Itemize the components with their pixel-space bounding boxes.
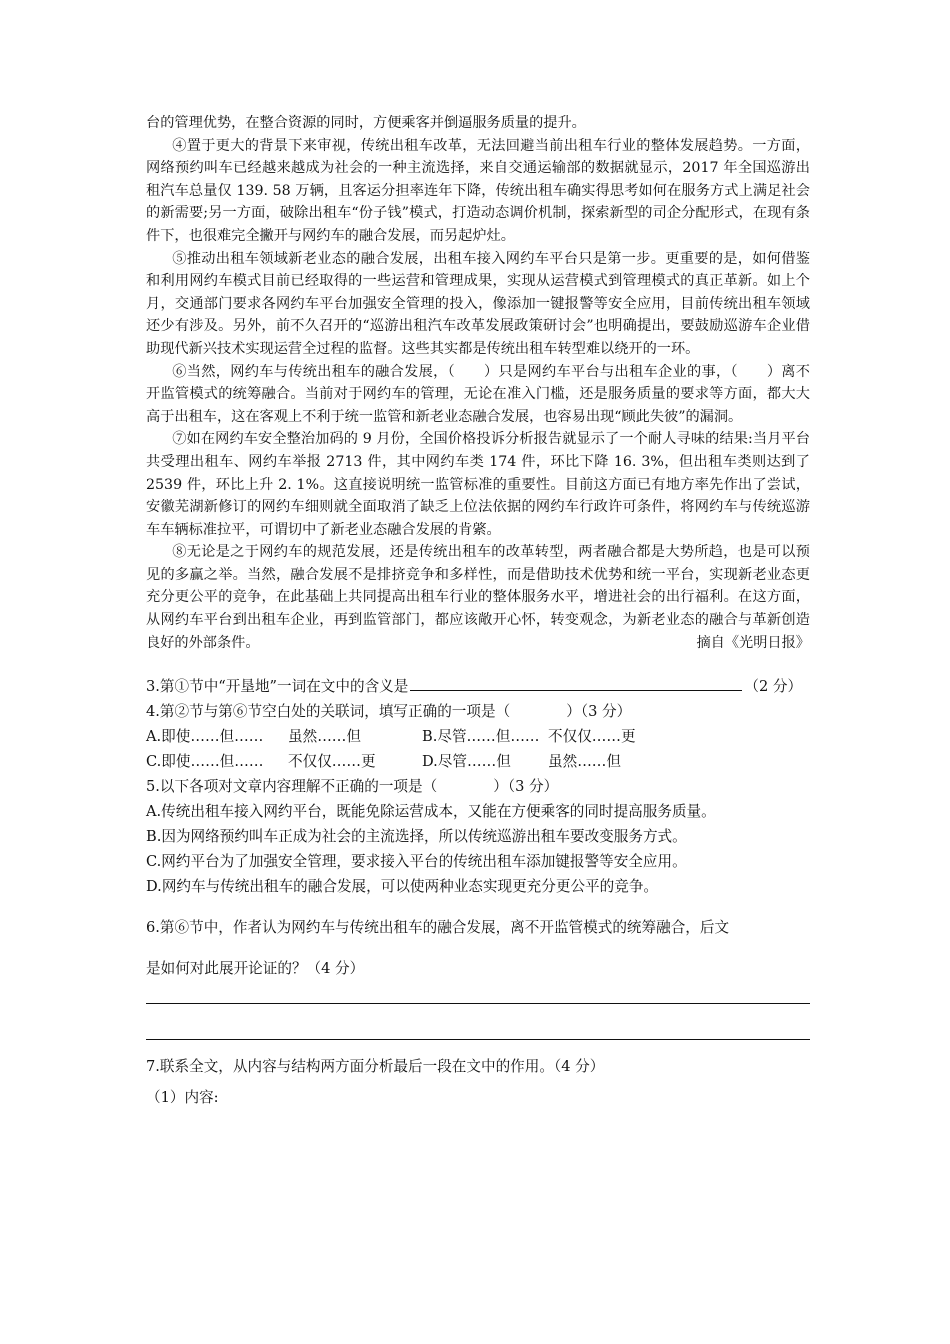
question-5-option-c[interactable]: C.网约平台为了加强安全管理，要求接入平台的传统出租车添加键报警等安全应用。 [146, 853, 687, 871]
question-6-line-1: 6.第⑥节中，作者认为网约车与传统出租车的融合发展，离不开监管模式的统筹融合，后文 [146, 919, 730, 937]
option-d[interactable]: D.尽管……但 [422, 753, 511, 771]
option-d-second: 虽然……但 [548, 753, 621, 771]
article-source: 摘自《光明日报》 [696, 634, 810, 651]
option-c-second: 不仅仅……更 [288, 753, 376, 771]
option-c[interactable]: C.即使……但…… [146, 753, 264, 771]
question-4-text: 4.第②节与第⑥节空白处的关联词，填写正确的一项是（ [146, 703, 511, 721]
question-4-options-row-2 [146, 749, 810, 774]
exam-page [146, 112, 810, 1110]
question-4 [146, 699, 810, 724]
question-4-score: ）（3 分） [566, 703, 632, 721]
article-paragraph-4: ④置于更大的背景下来审视，传统出租车改革，无法回避当前出租车行业的整体发展趋势。一方面，网络预约叫车已经越来越成为社会的一种主流选择，来自交通运输部的数据就显示，2017 年全国巡游出租汽车总量仅 139. 58 万辆，且客运分担率连年下降，传统出租车确实得思考如何在服务方式上满足社会的新需要;另一方面，破除出租车“份子钱”模式，打造动态调价机制，探索新型的司企分配形式，在现有条件下，也很难完全撇开与网约车的融合发展，而另起炉灶。 [146, 137, 810, 244]
question-6-line-2: 是如何对此展开论证的？（4 分） [146, 960, 365, 978]
question-4-options-row-1 [146, 724, 810, 749]
question-3-answer-blank[interactable] [410, 674, 742, 691]
question-5-option-b[interactable]: B.因为网络预约叫车正成为社会的主流选择，所以传统巡游出租车要改变服务方式。 [146, 828, 687, 846]
question-3-score: （2 分） [744, 678, 803, 696]
question-7: 7.联系全文，从内容与结构两方面分析最后一段在文中的作用。（4 分） [146, 1058, 605, 1076]
question-5-score: ）（3 分） [493, 778, 559, 796]
article-paragraph-6: ⑥当然，网约车与传统出租车的融合发展，（ ）只是网约车平台与出租车企业的事，（ ）离不开监管模式的统筹融合。当前对于网约车的管理，无论在准入门槛，还是服务质量的要求等方面，都大大高于出租车，这在客观上不利于统一监管和新老业态融合发展，也容易出现“顾此失彼”的漏洞。 [146, 363, 810, 425]
question-5 [146, 774, 810, 799]
option-a[interactable]: A.即使……但…… [146, 728, 264, 746]
question-5-option-d[interactable]: D.网约车与传统出租车的融合发展，可以使两种业态实现更充分更公平的竞争。 [146, 878, 659, 896]
option-a-second: 虽然……但 [288, 728, 361, 746]
question-5-option-a[interactable]: A.传统出租车接入网约平台，既能免除运营成本，又能在方便乘客的同时提高服务质量。 [146, 803, 716, 821]
article-paragraph-5: ⑤推动出租车领域新老业态的融合发展，出租车接入网约车平台只是第一步。更重要的是，如何借鉴和利用网约车模式目前已经取得的一些运营和管理成果，实现从运营模式到管理模式的真正革新。如上个月，交通部门要求各网约车平台加强安全管理的投入，像添加一键报警等安全应用，目前传统出租车领域还少有涉及。另外，前不久召开的“巡游出租汽车改革发展政策研讨会”也明确提出，要鼓励巡游车企业借助现代新兴技术实现运营全过程的监督。这些其实都是传统出租车转型难以绕开的一环。 [146, 250, 810, 357]
question-7-part-1: （1）内容: [146, 1089, 219, 1107]
article-paragraph-7: ⑦如在网约车安全整治加码的 9 月份，全国价格投诉分析报告就显示了一个耐人寻味的结果:当月平台共受理出租车、网约车举报 2713 件，其中网约车类 174 件，环比下降 16. 3%，但出租车类则达到了 2539 件，环比上升 2. 1%。这直接说明统一监管标准的重要性。目前这方面已有地方率先作出了尝试，安徽芜湖新修订的网约车细则就全面取消了缺乏上位法依据的网约车行政许可条件，将网约车与传统巡游车车辆标准拉平，可谓切中了新老业态融合发展的肯綮。 [146, 431, 810, 538]
option-b-second: 不仅仅……更 [548, 728, 636, 746]
question-3 [146, 674, 810, 699]
option-b[interactable]: B.尽管……但…… [422, 728, 540, 746]
question-3-text: 3.第①节中“开垦地”一词在文中的含义是 [146, 678, 409, 696]
question-5-text: 5.以下各项对文章内容理解不正确的一项是（ [146, 778, 438, 796]
article-paragraph-8 [146, 541, 810, 654]
article-paragraph-3-continued: 台的管理优势，在整合资源的同时，方便乘客并倒逼服务质量的提升。 [146, 115, 586, 131]
paragraph-8-text: ⑧无论是之于网约车的规范发展，还是传统出租车的改革转型，两者融合都是大势所趋，也是可以预见的多赢之举。当然，融合发展不是排挤竞争和多样性，而是借助技术优势和统一平台，实现新老业态更充分更公平的竞争，在此基础上共同提高出租车行业的整体服务水平，增进社会的出行福利。在这方面，从网约车平台到出租车企业，再到监管部门，都应该敞开心怀，转变观念，为新老业态的融合与革新创造良好的外部条件。 [146, 544, 810, 651]
